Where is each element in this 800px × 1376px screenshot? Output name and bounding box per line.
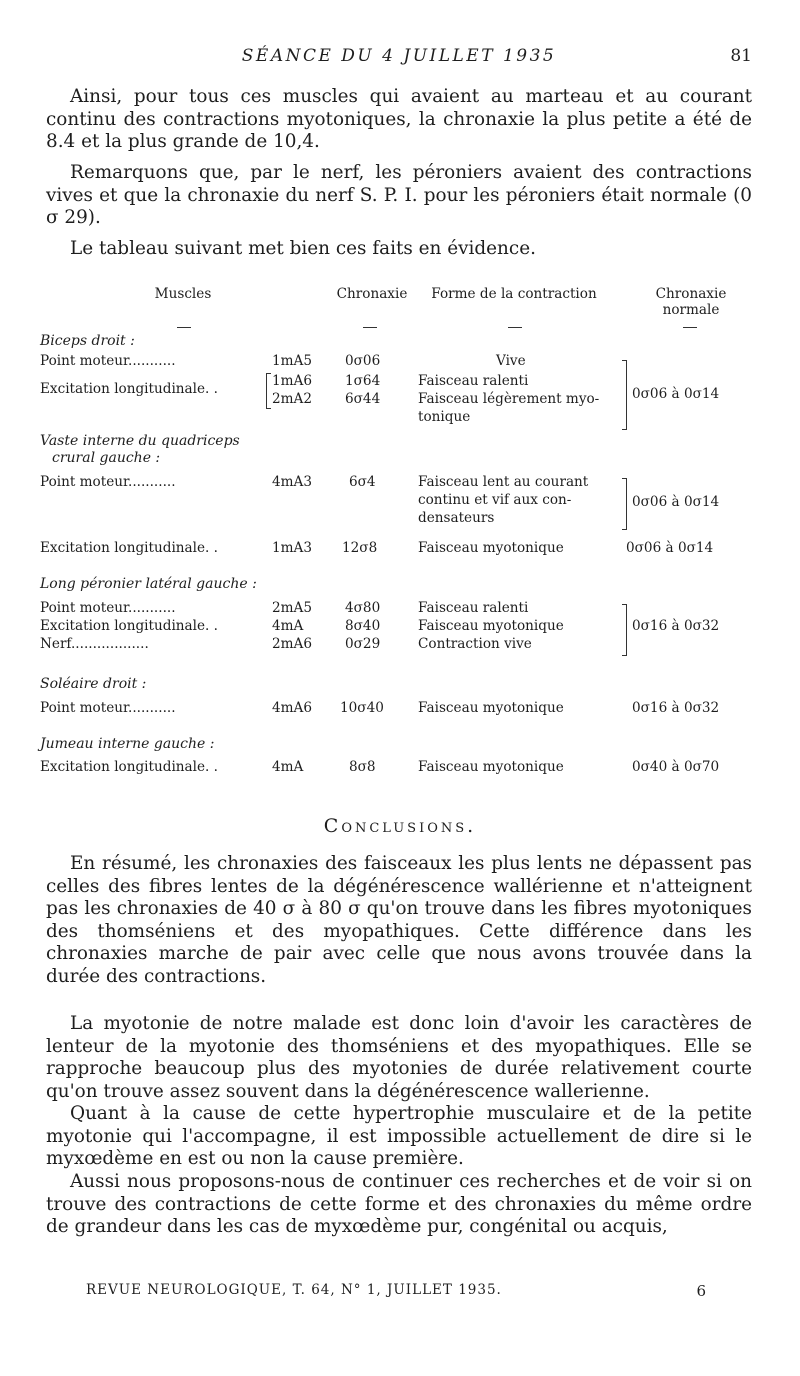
- normal-chronaxie-cell: 0σ06 à 0σ14: [632, 386, 720, 402]
- header-dash: [508, 327, 522, 328]
- conclusion-paragraph-4: Aussi nous proposons-nous de continuer ces recherches et de voir si on trouve des contractions de cette forme et des chronaxies du même ordre de grandeur dans les cas de myxœdème pur, congénital ou acquis,: [46, 1171, 752, 1237]
- row-label: Excitation longitudinale. .: [40, 618, 219, 634]
- chronaxie-cell: 1σ64: [345, 373, 381, 389]
- form-cell: Faisceau myotonique: [418, 540, 564, 556]
- normal-chronaxie-cell: 0σ16 à 0σ32: [632, 700, 720, 716]
- journal-citation: REVUE NEUROLOGIQUE, T. 64, N° 1, JUILLET 1935.: [86, 1282, 502, 1298]
- row-label: Point moteur...........: [40, 600, 176, 616]
- header-dash: [363, 327, 377, 328]
- row-label: Point moteur...........: [40, 353, 176, 369]
- row-label: Point moteur...........: [40, 700, 176, 716]
- col-header-chronaxie: Chronaxie: [336, 286, 408, 302]
- signature-number: 6: [696, 1282, 706, 1300]
- journal-footer: [86, 1282, 706, 1304]
- form-cell: densateurs: [418, 510, 495, 526]
- chronaxie-table: [40, 282, 758, 802]
- muscle-name: Vaste interne du quadriceps: [40, 433, 240, 449]
- running-header: [46, 46, 752, 74]
- form-cell: Faisceau myotonique: [418, 618, 564, 634]
- intensity-cell: 1mA3: [272, 540, 313, 556]
- chronaxie-cell: 8σ40: [345, 618, 381, 634]
- intensity-cell: 4mA6: [272, 700, 313, 716]
- form-cell: Faisceau myotonique: [418, 759, 564, 775]
- col-header-normale-2: normale: [662, 302, 720, 318]
- conclusion-paragraph-3: Quant à la cause de cette hypertrophie musculaire et de la petite myotonie qui l'accompagne, il est impossible actuellement de dire si le myxœdème en est ou non la cause première.: [46, 1103, 752, 1169]
- row-label: Nerf..................: [40, 636, 149, 652]
- intensity-cell: 2mA2: [272, 391, 313, 407]
- muscle-name: Jumeau interne gauche :: [40, 736, 215, 752]
- intensity-cell: 4mA3: [272, 474, 313, 490]
- form-cell: Contraction vive: [418, 636, 532, 652]
- normal-chronaxie-cell: 0σ40 à 0σ70: [632, 759, 720, 775]
- row-label: Excitation longitudinale. .: [40, 381, 219, 397]
- chronaxie-cell: 10σ40: [340, 700, 384, 716]
- normal-chronaxie-cell: 0σ06 à 0σ14: [626, 540, 714, 556]
- header-title: SÉANCE DU 4 JUILLET 1935: [241, 46, 557, 66]
- brace-right: [622, 478, 627, 530]
- form-cell: Faisceau ralenti: [418, 373, 529, 389]
- intensity-cell: 1mA6: [272, 373, 313, 389]
- chronaxie-cell: 12σ8: [342, 540, 378, 556]
- row-label: Point moteur...........: [40, 474, 176, 490]
- muscle-name: Long péronier latéral gauche :: [40, 576, 257, 592]
- form-cell: Faisceau lent au courant: [418, 474, 589, 490]
- col-header-normale-1: Chronaxie: [655, 286, 727, 302]
- intensity-cell: 2mA5: [272, 600, 313, 616]
- chronaxie-cell: 0σ29: [345, 636, 381, 652]
- muscle-name: crural gauche :: [52, 450, 161, 466]
- brace-right: [622, 360, 627, 430]
- conclusion-paragraph-1: En résumé, les chronaxies des faisceaux les plus lents ne dépassent pas celles des fibres lentes de la dégénérescence wallérienne et n'atteignent pas les chronaxies de 40 σ à 80 σ qu'on trouve dans les fibres myotoniques des thomséniens et des myopathiques. Cette différence dans les chronaxies marche de pair avec celle que nous avons trouvée dans la durée des contractions.: [46, 853, 752, 987]
- col-header-forme: Forme de la contraction: [431, 286, 597, 302]
- chronaxie-cell: 4σ80: [345, 600, 381, 616]
- form-cell: Faisceau ralenti: [418, 600, 529, 616]
- conclusions-heading: Conclusions.: [323, 815, 477, 837]
- brace-right: [622, 604, 627, 656]
- form-cell: Faisceau légèrement myo-: [418, 391, 600, 407]
- intensity-cell: 2mA6: [272, 636, 313, 652]
- row-label: Excitation longitudinale. .: [40, 540, 219, 556]
- form-cell: continu et vif aux con-: [418, 492, 572, 508]
- chronaxie-cell: 6σ44: [345, 391, 381, 407]
- chronaxie-cell: 0σ06: [345, 353, 381, 369]
- intro-paragraph-2: Remarquons que, par le nerf, les péroniers avaient des contractions vives et que la chronaxie du nerf S. P. I. pour les péroniers était normale (0 σ 29).: [46, 162, 752, 228]
- page-number: 81: [730, 46, 752, 66]
- form-cell: Vive: [496, 353, 526, 369]
- form-cell: tonique: [418, 409, 471, 425]
- intensity-cell: 4mA: [272, 759, 304, 775]
- header-dash: [177, 327, 191, 328]
- chronaxie-cell: 6σ4: [349, 474, 376, 490]
- muscle-name: Biceps droit :: [40, 333, 135, 349]
- intensity-cell: 1mA5: [272, 353, 313, 369]
- muscle-name: Soléaire droit :: [40, 676, 147, 692]
- brace-left: [266, 373, 271, 409]
- conclusion-paragraph-2: La myotonie de notre malade est donc loin d'avoir les caractères de lenteur de la myotonie des thomséniens et des myopathiques. Elle se rapproche beaucoup plus des myotonies de durée relativement courte qu'on trouve assez souvent dans la dégénérescence wallerienne.: [46, 1013, 752, 1102]
- intensity-cell: 4mA: [272, 618, 304, 634]
- intro-paragraph-1: Ainsi, pour tous ces muscles qui avaient au marteau et au courant continu des contractions myotoniques, la chronaxie la plus petite a été de 8.4 et la plus grande de 10,4.: [46, 86, 752, 152]
- normal-chronaxie-cell: 0σ16 à 0σ32: [632, 618, 720, 634]
- row-label: Excitation longitudinale. .: [40, 759, 219, 775]
- intro-paragraph-3: Le tableau suivant met bien ces faits en évidence.: [70, 238, 536, 259]
- normal-chronaxie-cell: 0σ06 à 0σ14: [632, 494, 720, 510]
- chronaxie-cell: 8σ8: [349, 759, 376, 775]
- header-dash: [683, 327, 697, 328]
- col-header-muscles: Muscles: [154, 286, 212, 302]
- form-cell: Faisceau myotonique: [418, 700, 564, 716]
